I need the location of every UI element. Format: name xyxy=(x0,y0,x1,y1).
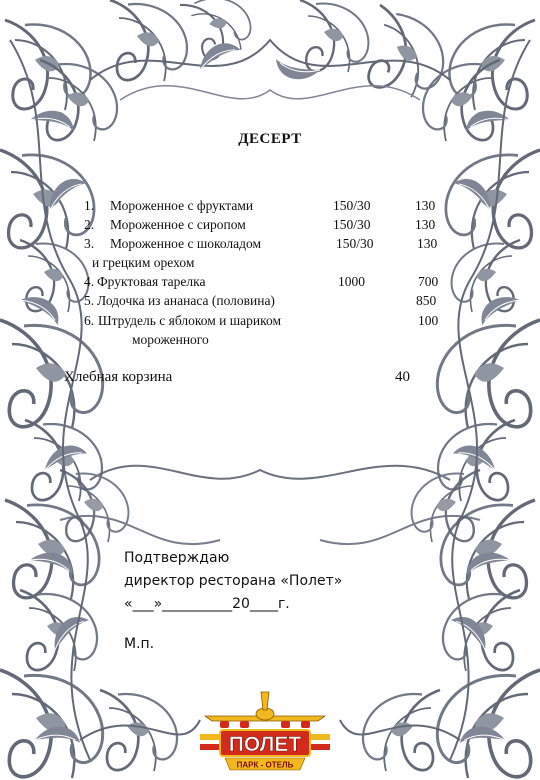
item-name-continued: мороженного xyxy=(132,332,209,347)
item-name: Штрудель с яблоком и шариком xyxy=(98,313,282,328)
polet-logo xyxy=(200,688,330,780)
item-number: 5. xyxy=(84,293,95,308)
item-name: Мороженное с шоколадом xyxy=(110,236,262,251)
item-quantity: 150/30 xyxy=(336,236,374,251)
logo-text: ПОЛЕТ xyxy=(228,733,302,756)
item-number: 4. xyxy=(84,274,95,289)
item-price: 130 xyxy=(417,236,438,251)
item-number: 6. xyxy=(84,313,95,328)
menu-title: ДЕСЕРТ xyxy=(238,131,302,147)
item-price: 130 xyxy=(415,217,436,232)
item-name: Мороженное с фруктами xyxy=(110,198,254,213)
item-quantity: 1000 xyxy=(338,274,365,289)
date-line: «___»__________20____г. xyxy=(124,596,290,612)
item-quantity: 150/30 xyxy=(333,198,371,213)
item-number: 1. xyxy=(84,198,95,213)
item-name: Мороженное с сиропом xyxy=(110,217,246,232)
logo-subtitle: ПАРК - ОТЕЛЬ xyxy=(236,760,294,770)
bread-basket-name: Хлебная корзина xyxy=(64,369,173,385)
bread-basket-price: 40 xyxy=(395,369,410,385)
confirmation-line: Подтверждаю xyxy=(124,550,230,566)
item-price: 700 xyxy=(418,274,439,289)
item-number: 2. xyxy=(84,217,95,232)
item-number: 3. xyxy=(84,236,95,251)
item-price: 130 xyxy=(415,198,436,213)
stamp-place-label: М.п. xyxy=(124,636,155,652)
item-price: 850 xyxy=(416,293,437,308)
item-price: 100 xyxy=(418,313,439,328)
director-line: директор ресторана «Полет» xyxy=(124,573,343,589)
item-name: Фруктовая тарелка xyxy=(97,274,206,289)
item-quantity: 150/30 xyxy=(333,217,371,232)
item-name-continued: и грецким орехом xyxy=(92,255,195,270)
item-name: Лодочка из ананаса (половина) xyxy=(97,293,275,308)
